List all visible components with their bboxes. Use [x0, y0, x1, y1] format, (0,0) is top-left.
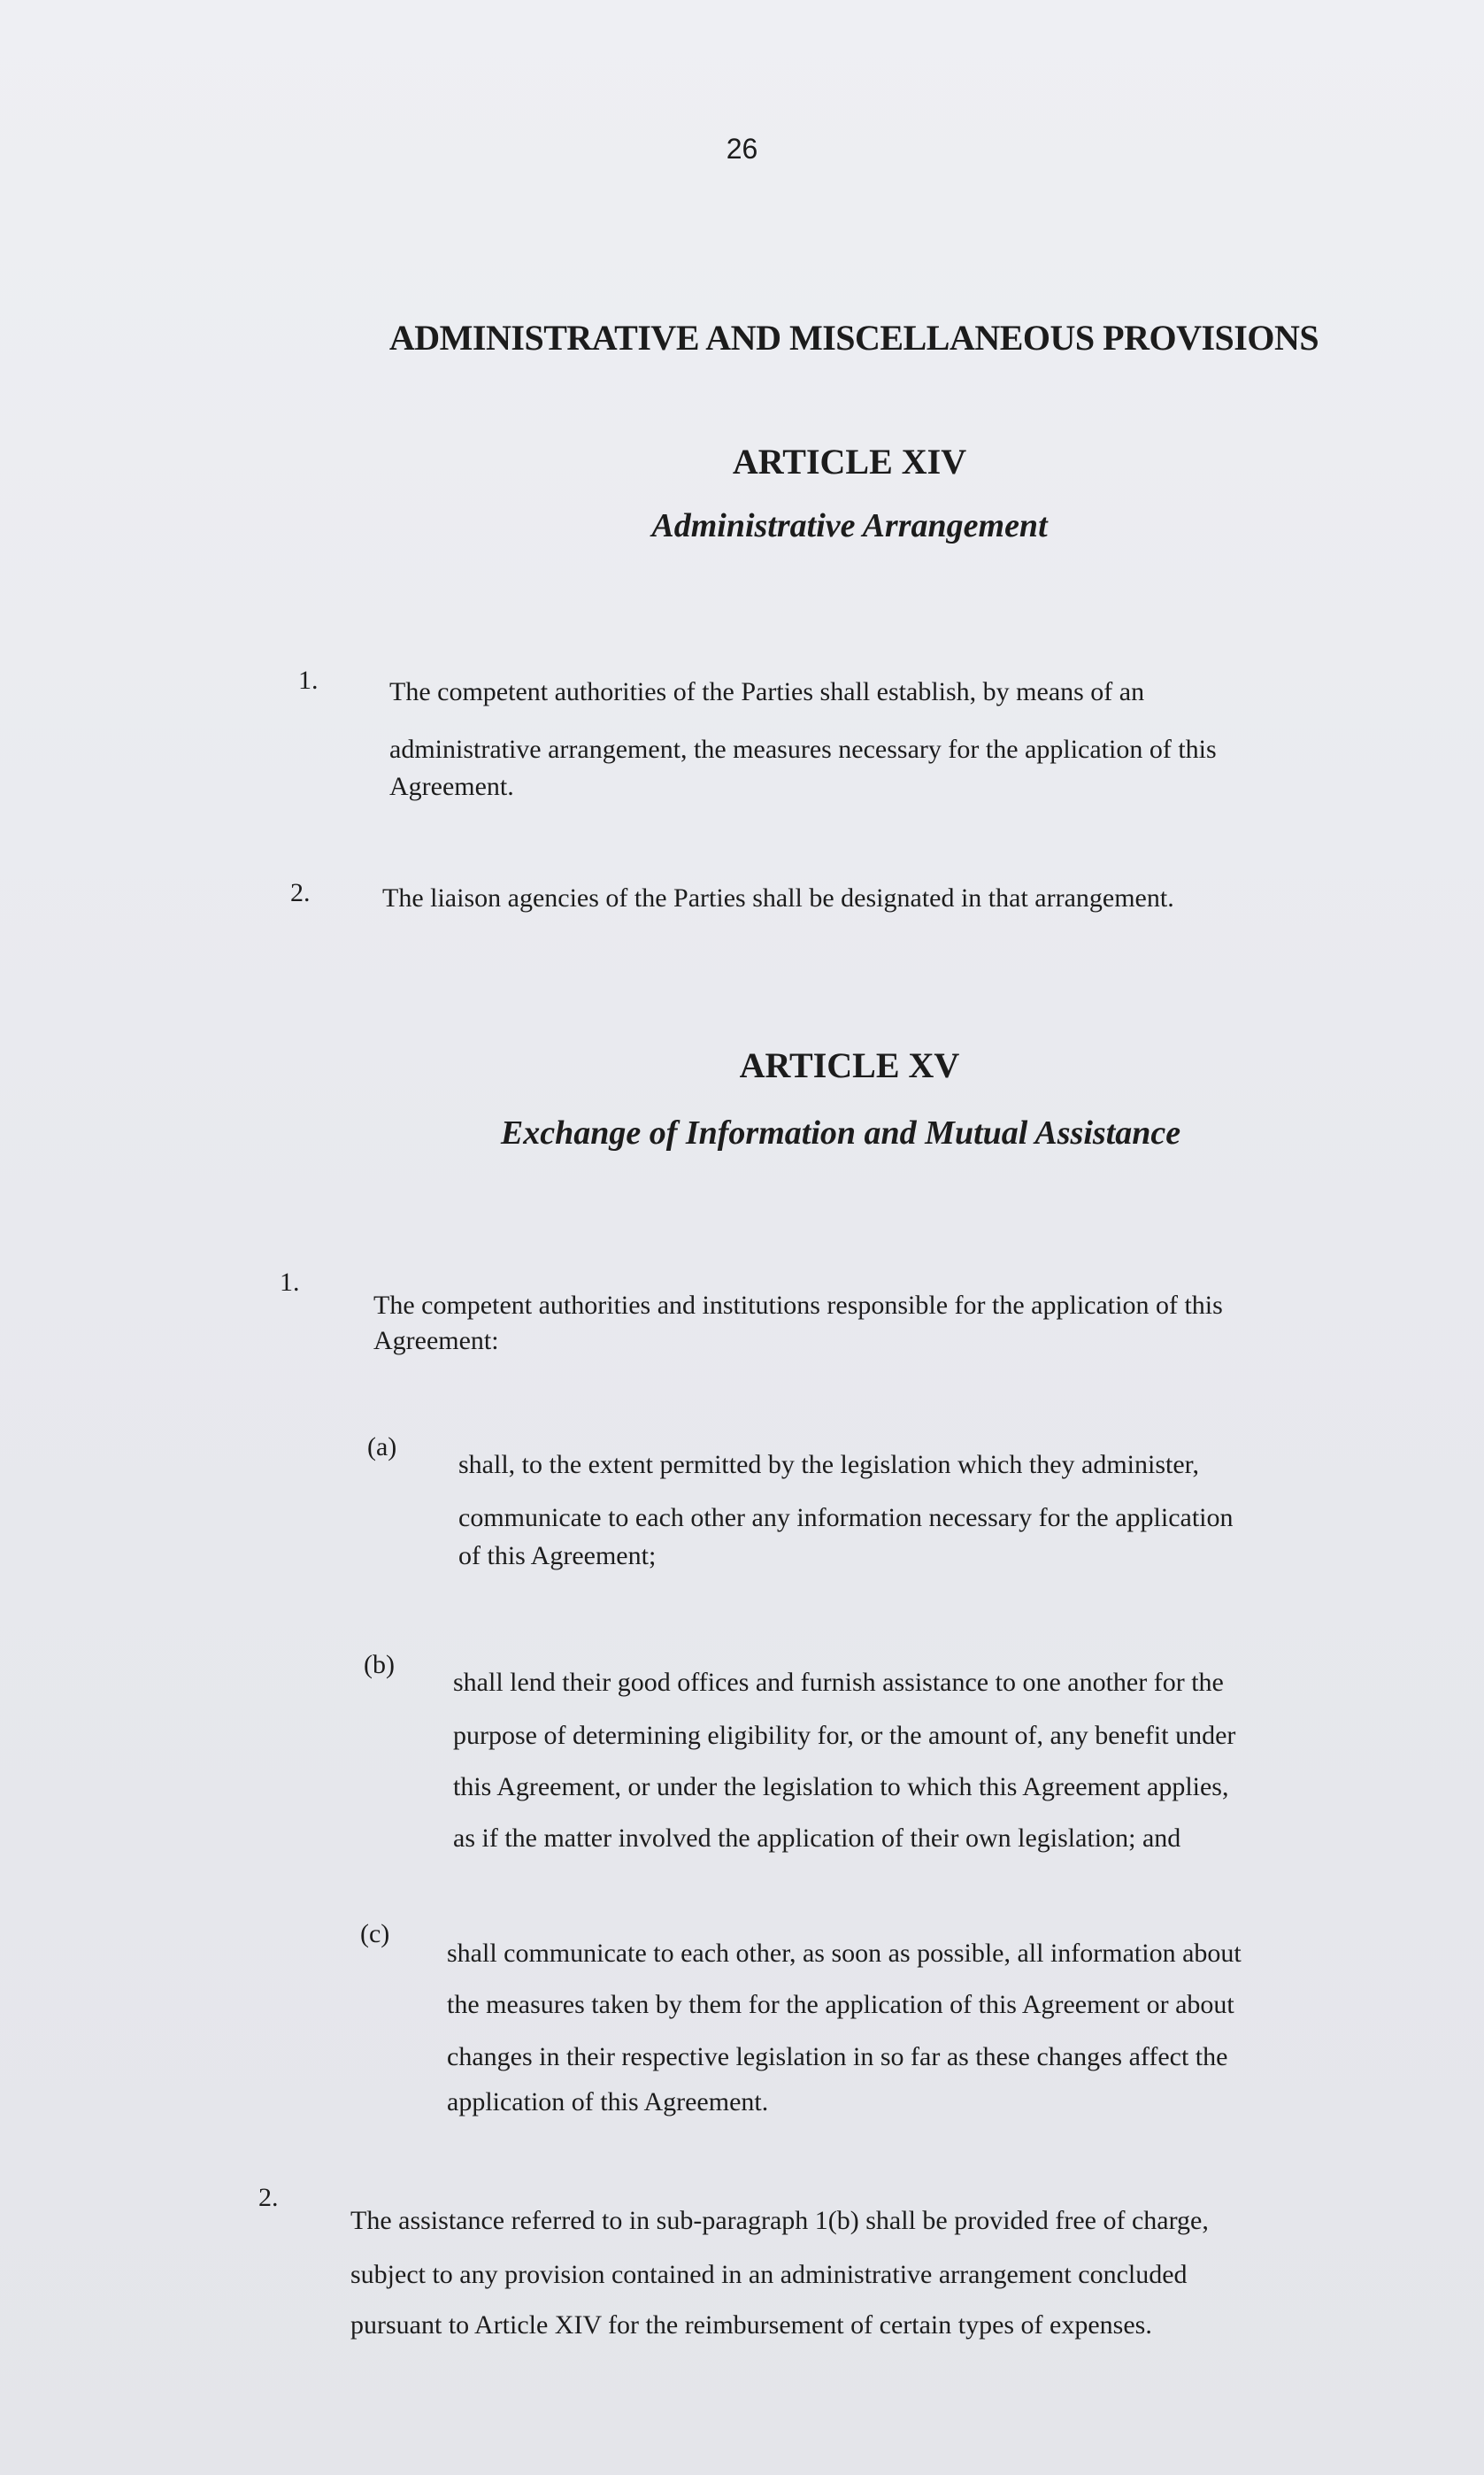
item-c-line: shall communicate to each other, as soon as possible, all information about [447, 1939, 1242, 1968]
item-b-line: as if the matter involved the application of their own legislation; and [453, 1823, 1181, 1853]
article-15-para2-line: subject to any provision contained in an administrative arrangement concluded [350, 2260, 1188, 2289]
item-c-label: (c) [360, 1919, 390, 1948]
article-14-para1-number: 1. [298, 666, 319, 695]
item-a-line: of this Agreement; [458, 1541, 657, 1570]
article-14-subheading: Administrative Arrangement [651, 507, 1048, 544]
item-a-line: shall, to the extent permitted by the legislation which they administer, [458, 1450, 1199, 1479]
article-15-para2-line: pursuant to Article XIV for the reimbursement of certain types of expenses. [350, 2310, 1152, 2340]
article-14-para1-line: administrative arrangement, the measures necessary for the application of this [389, 735, 1217, 764]
article-14-para2-number: 2. [290, 878, 311, 907]
article-14-para2-line: The liaison agencies of the Parties shall be designated in that arrangement. [382, 883, 1174, 913]
article-14-heading: ARTICLE XIV [732, 442, 967, 482]
article-15-subheading: Exchange of Information and Mutual Assistance [500, 1114, 1181, 1152]
item-b-line: shall lend their good offices and furnish assistance to one another for the [453, 1668, 1224, 1697]
article-15-para2-number: 2. [258, 2183, 279, 2212]
article-15-para1-line: Agreement: [373, 1326, 499, 1355]
article-14-para1-line: Agreement. [389, 772, 514, 801]
article-14-para1-line: The competent authorities of the Parties shall establish, by means of an [389, 677, 1145, 706]
item-c-line: changes in their respective legislation in so far as these changes affect the [447, 2042, 1228, 2071]
item-b-label: (b) [364, 1650, 395, 1679]
page-number: 26 [726, 133, 758, 165]
item-b-line: this Agreement, or under the legislation to which this Agreement applies, [453, 1772, 1229, 1801]
article-15-para1-number: 1. [280, 1268, 300, 1297]
item-a-line: communicate to each other any information necessary for the application [458, 1503, 1234, 1532]
article-15-para1-line: The competent authorities and institutions responsible for the application of this [373, 1291, 1223, 1320]
item-b-line: purpose of determining eligibility for, or the amount of, any benefit under [453, 1721, 1236, 1750]
article-15-heading: ARTICLE XV [739, 1045, 960, 1085]
item-c-line: application of this Agreement. [447, 2087, 769, 2116]
item-c-line: the measures taken by them for the application of this Agreement or about [447, 1990, 1234, 2019]
article-15-para2-line: The assistance referred to in sub-paragraph 1(b) shall be provided free of charge, [350, 2206, 1209, 2235]
part-title: ADMINISTRATIVE AND MISCELLANEOUS PROVISIONS [388, 318, 1319, 358]
item-a-label: (a) [367, 1432, 397, 1461]
